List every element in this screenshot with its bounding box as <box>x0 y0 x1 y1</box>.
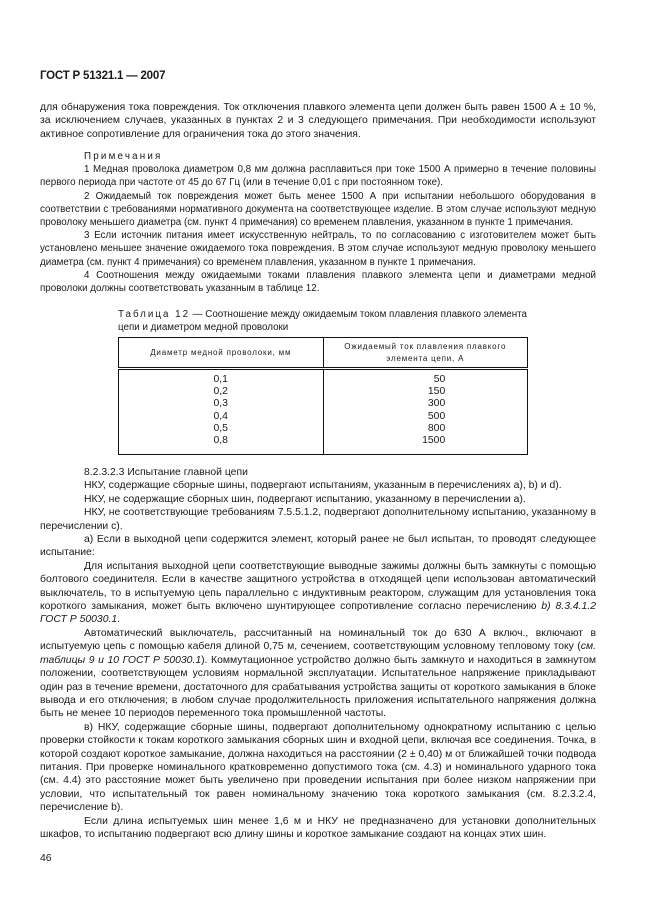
table-row <box>119 435 528 455</box>
section-8-2-3-2-3 <box>40 466 596 841</box>
cell-diameter: 0,5 <box>119 423 324 435</box>
cell-current <box>323 398 528 410</box>
table-row <box>119 411 528 423</box>
cell-diameter: 0,8 <box>119 435 324 455</box>
paragraph-text: Автоматический выключатель, рассчитанный на номинальный ток до 630 А включ., включают в испытуемую цепь с помощью кабеля длиной 0,75 м, сечением, соответствующим условному тепловому току ( <box>40 627 596 653</box>
paragraph: НКУ, не соответствующие требованиям 7.5.5.1.2, подвергают дополнительному испытанию, указанному в перечислении с). <box>40 507 596 532</box>
paragraph-text: Для испытания выходной цепи соответствующие выводные зажимы должны быть замкнуты с помощью болтового соединителя. Если в качестве защитного устройства в отходящей цепи использован автоматический выключатель, то в испытуемую цепь параллельно с индуктивным реактором, служащим для установления тока короткого замыкания, может быть включено шунтирующее сопротивление согласно перечислению <box>40 560 596 613</box>
column-header-current: Ожидаемый ток плавления плавкого элемента цепи, А <box>323 338 528 369</box>
cell-diameter: 0,2 <box>119 386 324 398</box>
item-a: а) Если в выходной цепи содержится элемент, который ранее не был испытан, то проводят следующее испытание: <box>40 534 596 559</box>
cell-current <box>323 435 528 455</box>
cell-current <box>323 423 528 435</box>
cell-current-value: 1500 <box>422 435 446 447</box>
cell-current <box>323 369 528 387</box>
cell-diameter: 0,1 <box>119 369 324 387</box>
table-caption <box>118 308 530 334</box>
note-3: 3 Если источник питания имеет искусственную нейтраль, то по согласованию с изготовителем может быть установлено меньшее значение ожидаемого тока повреждения. В этом случае используют медную проволоку меньшего диаметра (см. пункт 4 примечания) со временем плавления, указанном в пункте 1 примечания. <box>40 230 596 268</box>
cell-current-value: 50 <box>433 374 446 385</box>
table-row <box>119 423 528 435</box>
note-4: 4 Соотношения между ожидаемыми токами плавления плавкого элемента цепи и диаметрами медной проволоки должны соответствовать указанным в таблице 12. <box>40 269 596 295</box>
intro-paragraph <box>40 101 596 141</box>
note-1: 1 Медная проволока диаметром 0,8 мм должна расплавиться при токе 1500 А примерно в течение половины первого периода при частоте от 45 до 67 Гц (или в течение 0,01 с при постоянном токе). <box>40 164 596 189</box>
cell-diameter: 0,3 <box>119 398 324 410</box>
table-row <box>119 386 528 398</box>
cell-diameter: 0,4 <box>119 411 324 423</box>
table-12 <box>118 337 528 455</box>
reference: b) 8.3.4.1.2 ГОСТ Р 50030.1 <box>40 601 596 626</box>
section-heading: 8.2.3.2.3 Испытание главной цепи <box>84 467 248 478</box>
paragraph <box>40 627 596 721</box>
item-b: в) НКУ, содержащие сборные шины, подвергают дополнительному однократному испытанию с целью проверки стойкости к токам короткого замыкания сборных шин и входной цепи, включая все соединения. Точка, в которой создают короткое замыкание, должна находиться на расстоянии (2 ± 0,40) м от ближайшей точки подвода питания. При проверке номинального кратковременно допустимого тока (см. 4.3) и номинального ударного тока (см. 4.4) это расстояние может быть увеличено при проведении испытания при более низком напряжении при условии, что испытательный ток равен номинальному значению тока короткого замыкания (см. 8.2.3.2.4, перечисление b). <box>40 721 596 814</box>
paragraph: НКУ, не содержащие сборных шин, подвергают испытанию, указанному в перечислении а). <box>84 493 526 505</box>
cell-current-value: 300 <box>427 398 446 410</box>
table-row <box>119 398 528 410</box>
note-2: 2 Ожидаемый ток повреждения может быть менее 1500 А при испытании небольшого оборудования в соответствии с требованиями нормативного документа на соответствующее изделие. В этом случае используют медную проволоку меньшего диаметра (см. пункт 4 примечания) со временем плавления, указанном в пункте 1 примечания. <box>40 190 596 229</box>
table-caption-text: — Соотношение между ожидаемым током плавления плавкого элемента цепи и диаметром медной проволоки <box>118 309 527 333</box>
cell-current-value: 800 <box>427 422 446 434</box>
cell-current-value: 500 <box>427 410 446 422</box>
paragraph-text: ). Коммутационное устройство должно быть замкнуто и находиться в замкнутом положении, соответствующем условиям нормальной эксплуатации. Испытательное напряжение прикладывают один раз в течение времени, достаточного для срабатывания устройства защиты от короткого замыкания в блоке вывода и его отключения; в любом случае продолжительность приложения испытательного напряжения должна быть не менее 10 периодов переменного тока промышленной частоты. <box>40 654 596 720</box>
table-caption-label: Таблица 12 <box>118 309 191 320</box>
cell-current <box>323 411 528 423</box>
document-header: ГОСТ Р 51321.1 — 2007 <box>40 70 166 82</box>
reference: см. таблицы 9 и 10 ГОСТ Р 50030.1 <box>40 641 596 666</box>
notes-block <box>40 150 596 295</box>
paragraph-text: . <box>117 614 121 626</box>
page-number: 46 <box>40 853 52 864</box>
notes-title: Примечания <box>84 151 163 162</box>
paragraph: НКУ, содержащие сборные шины, подвергают испытаниям, указанным в перечислениях а), b) и d). <box>84 480 562 492</box>
paragraph <box>40 560 596 627</box>
cell-current-value: 150 <box>427 386 446 398</box>
table-row <box>119 369 528 387</box>
intro-text: для обнаружения тока повреждения. Ток отключения плавкого элемента цепи должен быть равен 1500 А ± 10 %, за исключением случаев, указанных в пунктах 2 и 3 следующего примечания. При необходимости используют активное сопротивление для ограничения тока до этого значения. <box>40 102 596 140</box>
paragraph: Если длина испытуемых шин менее 1,6 м и НКУ не предназначено для установки дополнительных шкафов, то испытанию подвергают всю длину шины и короткое замыкание создают на концах этих шин. <box>40 815 596 840</box>
column-header-diameter: Диаметр медной проволоки, мм <box>119 338 324 369</box>
cell-current <box>323 386 528 398</box>
